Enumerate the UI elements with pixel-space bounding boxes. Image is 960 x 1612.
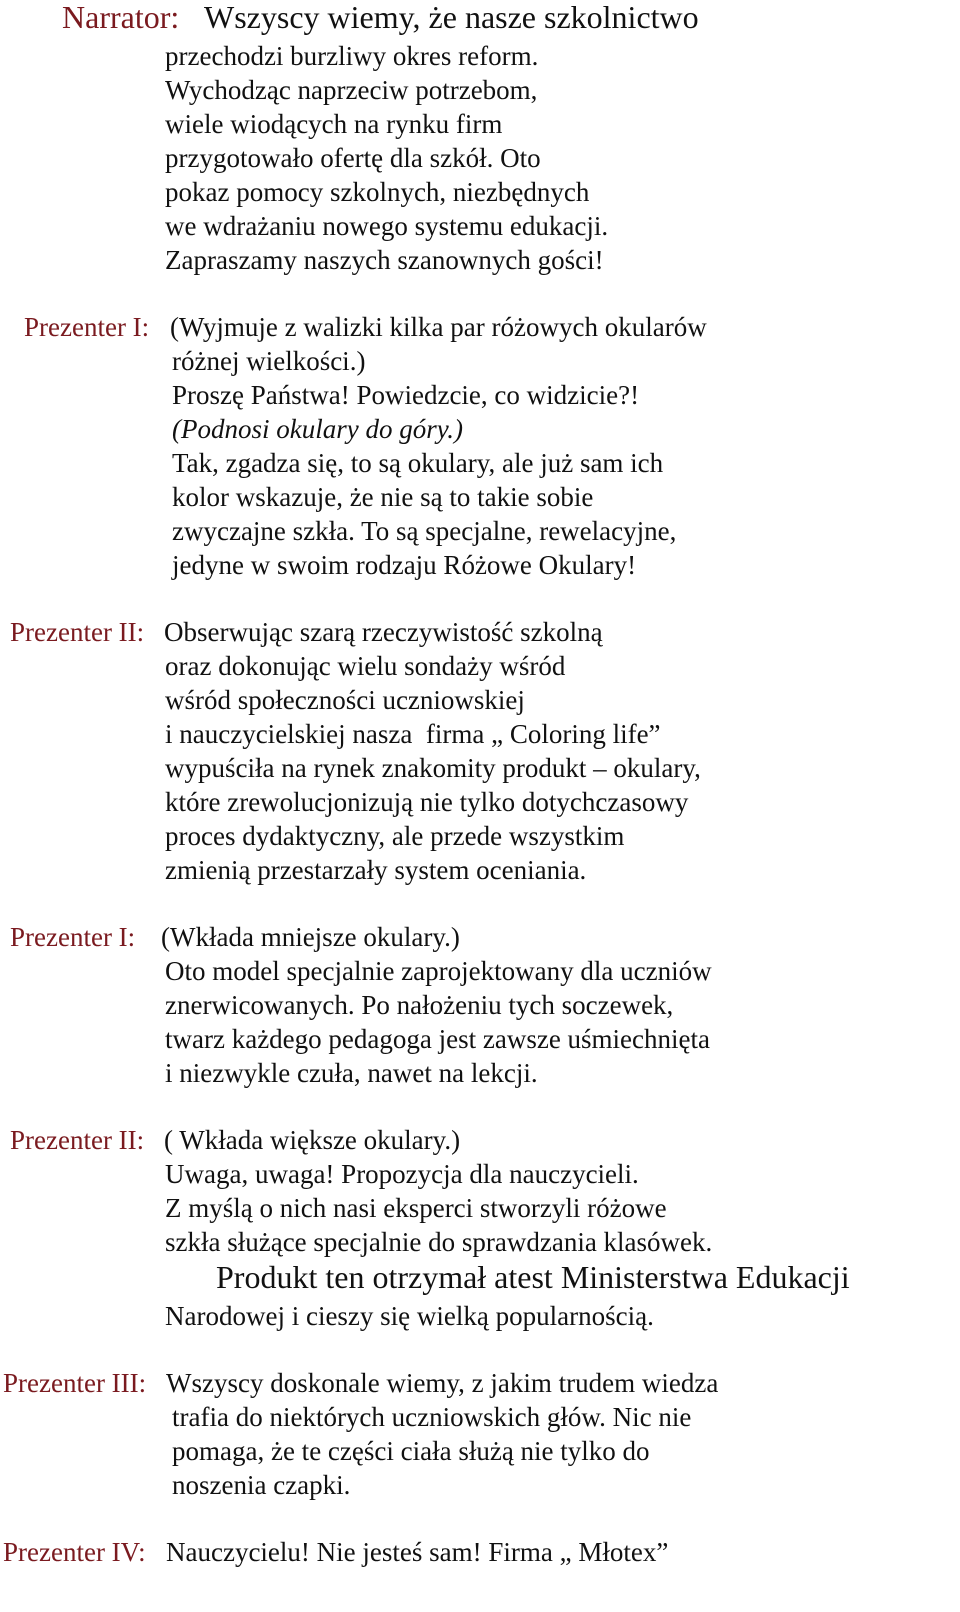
- prezenter-3-line: trafia do niektórych uczniowskich głów. Nic nie: [172, 1402, 692, 1432]
- prezenter-1-line: Oto model specjalnie zaprojektowany dla uczniów: [165, 956, 712, 986]
- prezenter-1-line: znerwicowanych. Po nałożeniu tych soczewek,: [165, 990, 674, 1020]
- prezenter-2-line: Z myślą o nich nasi eksperci stworzyli różowe: [165, 1193, 667, 1223]
- speaker-prezenter-2: Prezenter II:: [10, 1125, 145, 1155]
- narrator-line: przygotowało ofertę dla szkół. Oto: [165, 143, 541, 173]
- narrator-line: Wychodząc naprzeciw potrzebom,: [165, 75, 538, 105]
- prezenter-3-line: noszenia czapki.: [172, 1470, 351, 1500]
- prezenter-1-line: twarz każdego pedagoga jest zawsze uśmiechnięta: [165, 1024, 710, 1054]
- stage-direction: (Podnosi okulary do góry.): [172, 414, 463, 444]
- prezenter-2-line: wypuściła na rynek znakomity produkt – okulary,: [165, 753, 701, 783]
- speaker-prezenter-1: Prezenter I:: [24, 312, 150, 342]
- speaker-prezenter-1: Prezenter I:: [10, 922, 136, 952]
- speaker-narrator: Narrator:: [62, 0, 180, 35]
- prezenter-2-line: Narodowej i cieszy się wielką popularnością.: [165, 1301, 654, 1331]
- prezenter-1-line: i niezwykle czuła, nawet na lekcji.: [165, 1058, 538, 1088]
- prezenter-1-line: Proszę Państwa! Powiedzcie, co widzicie?!: [172, 380, 640, 410]
- speaker-prezenter-4: Prezenter IV:: [3, 1537, 146, 1567]
- prezenter-2-line: i nauczycielskiej nasza firma „ Coloring life”: [165, 719, 661, 749]
- narrator-line: przechodzi burzliwy okres reform.: [165, 41, 539, 71]
- narrator-line: we wdrażaniu nowego systemu edukacji.: [165, 211, 609, 241]
- prezenter-2-line: oraz dokonując wielu sondaży wśród: [165, 651, 566, 681]
- prezenter-2-line: które zrewolucjonizują nie tylko dotychczasowy: [165, 787, 689, 817]
- prezenter-1-line: (Wyjmuje z walizki kilka par różowych okularów: [170, 312, 707, 342]
- prezenter-1-line: kolor wskazuje, że nie są to takie sobie: [172, 482, 594, 512]
- prezenter-2-line: ( Wkłada większe okulary.): [164, 1125, 461, 1155]
- prezenter-1-line: zwyczajne szkła. To są specjalne, rewelacyjne,: [172, 516, 677, 546]
- prezenter-1-line: różnej wielkości.): [172, 346, 366, 376]
- speaker-prezenter-3: Prezenter III:: [3, 1368, 147, 1398]
- narrator-line: Zapraszamy naszych szanownych gości!: [165, 245, 604, 275]
- prezenter-2-line: wśród społeczności uczniowskiej: [165, 685, 525, 715]
- prezenter-3-line: Wszyscy doskonale wiemy, z jakim trudem wiedza: [166, 1368, 719, 1398]
- narrator-line: pokaz pomocy szkolnych, niezbędnych: [165, 177, 590, 207]
- speaker-prezenter-2: Prezenter II:: [10, 617, 145, 647]
- prezenter-4-line: Nauczycielu! Nie jesteś sam! Firma „ Młotex”: [166, 1537, 669, 1567]
- prezenter-2-line: Uwaga, uwaga! Propozycja dla nauczycieli.: [165, 1159, 639, 1189]
- prezenter-2-line: szkła służące specjalnie do sprawdzania klasówek.: [165, 1227, 713, 1257]
- prezenter-1-line: (Wkłada mniejsze okulary.): [161, 922, 460, 952]
- narrator-line: Wszyscy wiemy, że nasze szkolnictwo: [204, 0, 699, 35]
- prezenter-2-line: Obserwując szarą rzeczywistość szkolną: [164, 617, 603, 647]
- prezenter-2-line: Produkt ten otrzymał atest Ministerstwa Edukacji: [216, 1259, 850, 1295]
- narrator-line: wiele wiodących na rynku firm: [165, 109, 503, 139]
- prezenter-1-line: Tak, zgadza się, to są okulary, ale już sam ich: [172, 448, 664, 478]
- prezenter-2-line: proces dydaktyczny, ale przede wszystkim: [165, 821, 625, 851]
- prezenter-3-line: pomaga, że te części ciała służą nie tylko do: [172, 1436, 650, 1466]
- prezenter-1-line: jedyne w swoim rodzaju Różowe Okulary!: [172, 550, 637, 580]
- prezenter-2-line: zmienią przestarzały system oceniania.: [165, 855, 587, 885]
